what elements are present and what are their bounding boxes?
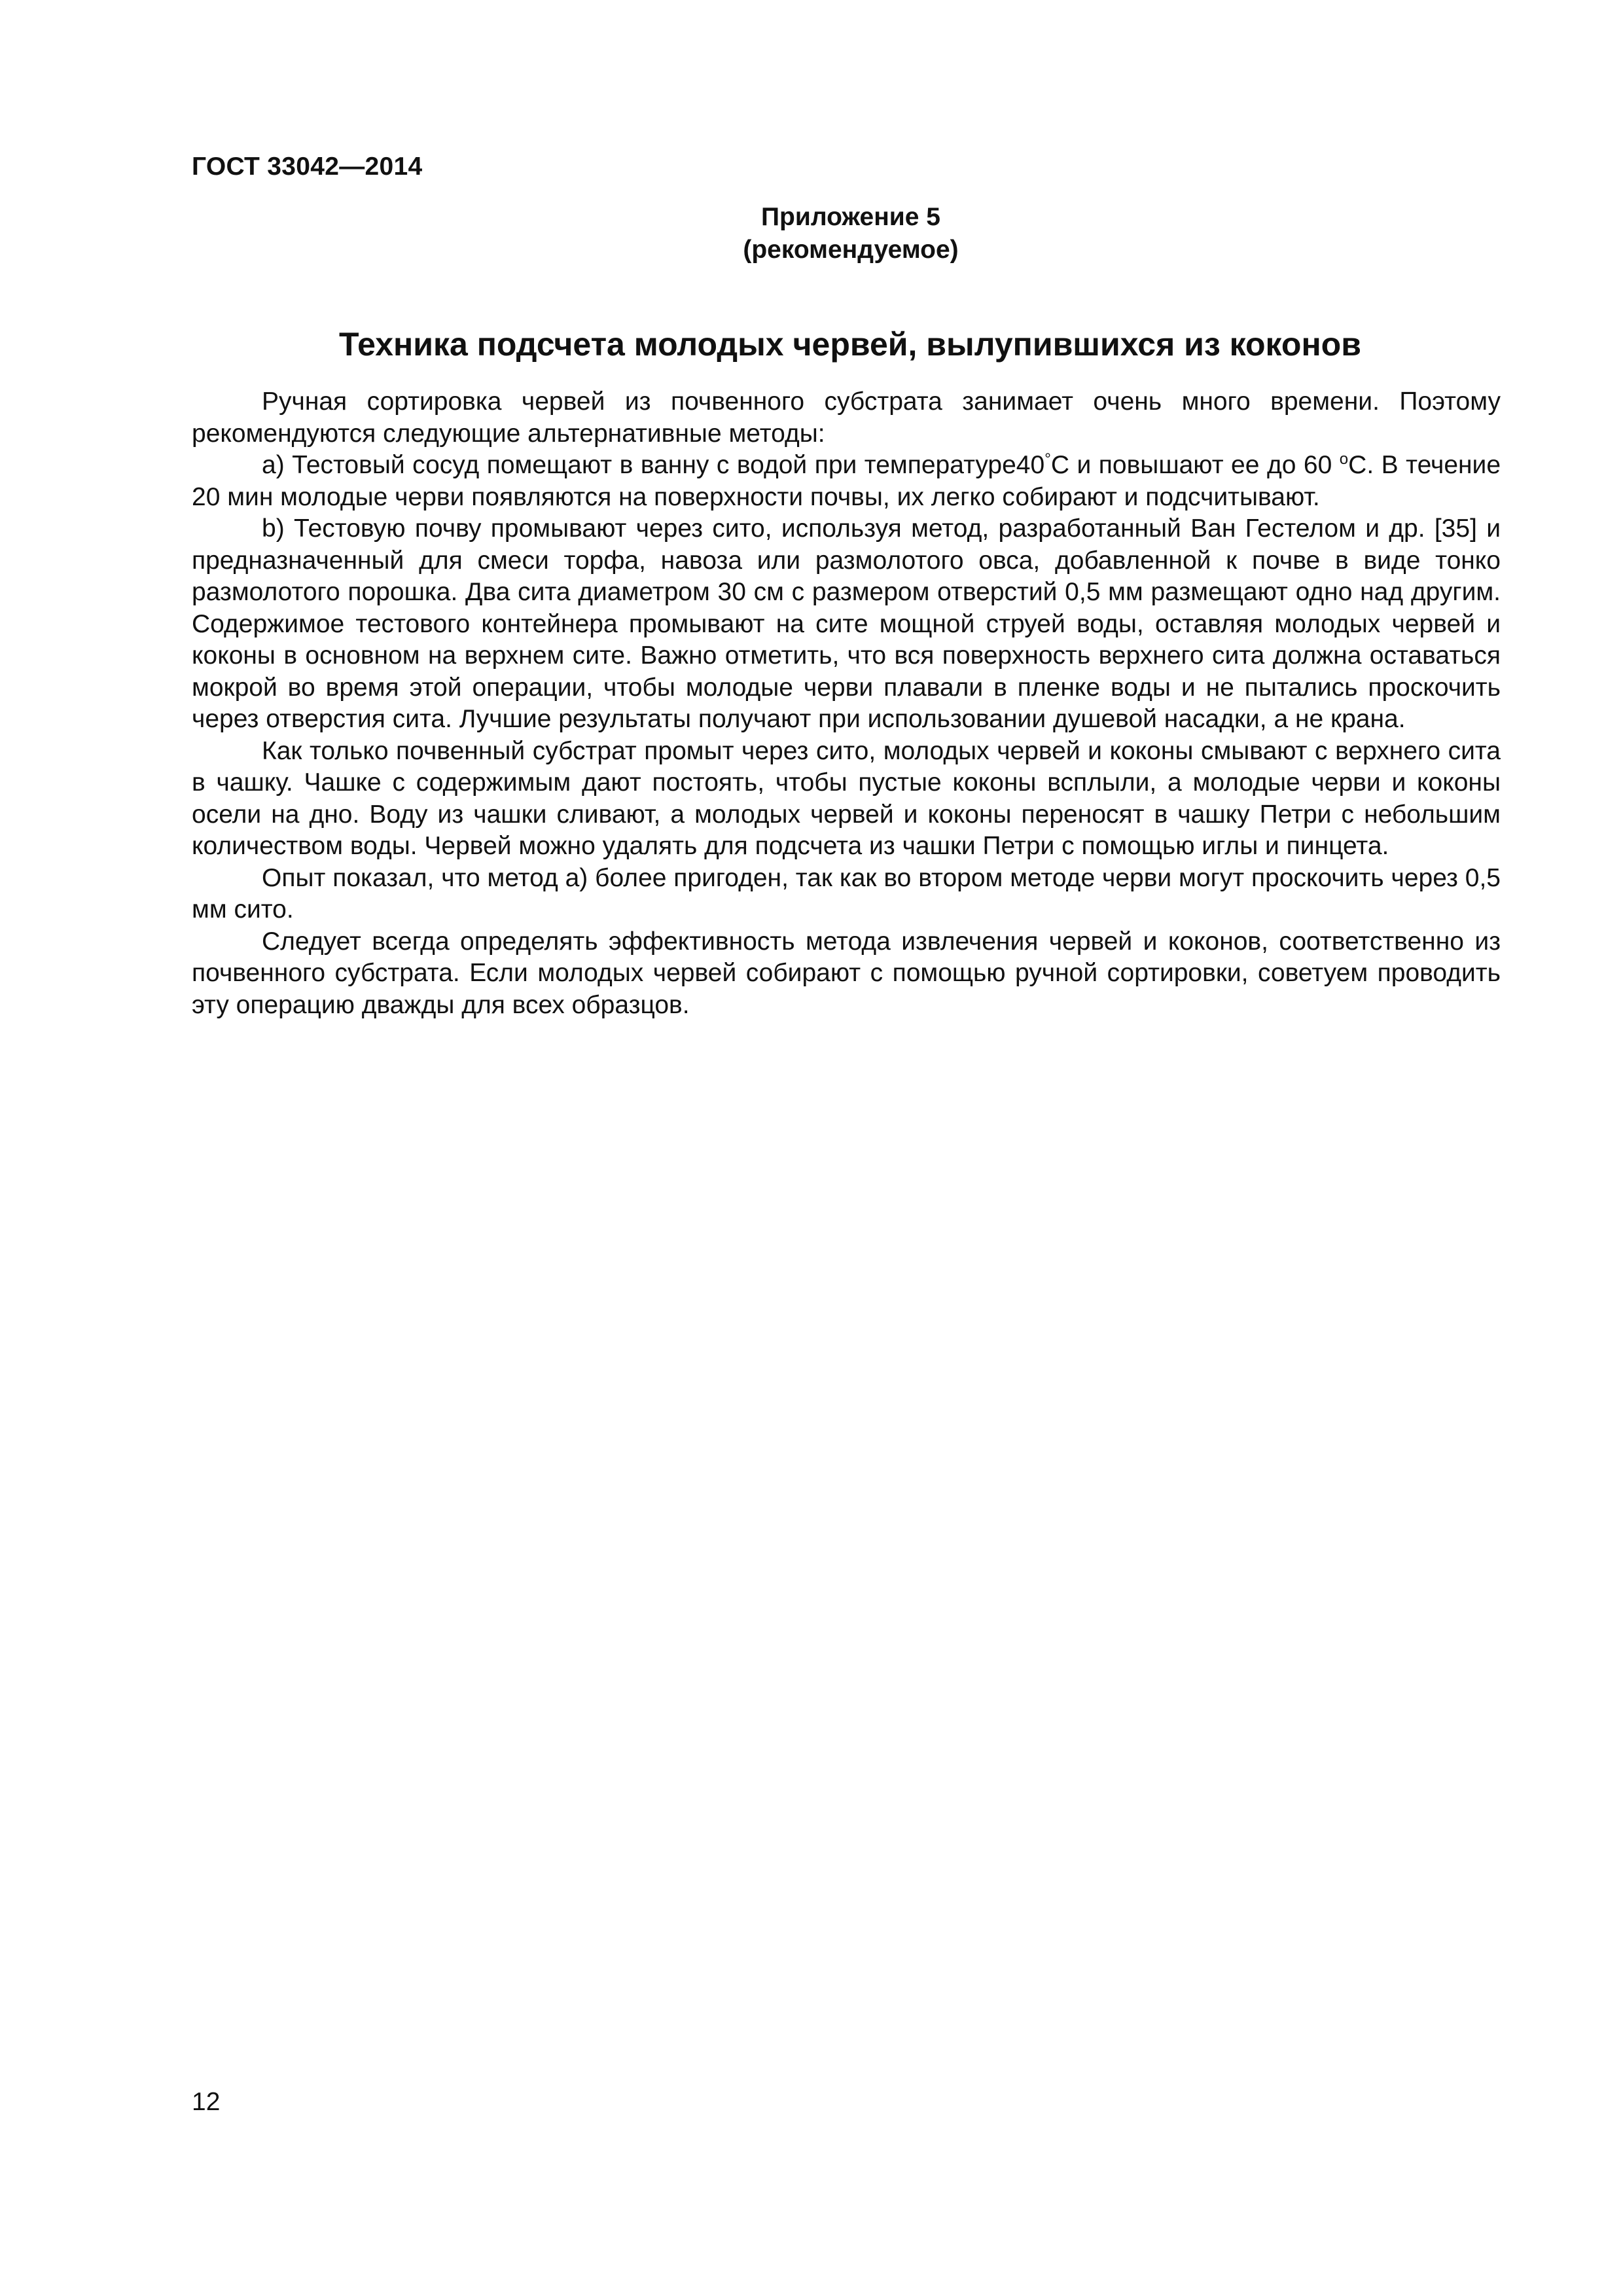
document-code: ГОСТ 33042—2014 [192,152,423,181]
paragraph-efficiency: Следует всегда определять эффективность метода извлечения червей и коконов, соответственно из почвенного субстрата. Если молодых червей собирают с помощью ручной сортировки, советуем проводить эту операцию дважды для всех образцов. [192,927,1501,1019]
paragraph-method-a [192,450,1501,513]
annex-title: Приложение 5 [761,203,940,231]
method-a-text-2: С и повышают ее до 60 [1050,451,1332,479]
method-a-text-3: С. В течение 20 мин молодые черви появляются на поверхности почвы, их легко собирают и подсчитывают. [192,451,1501,511]
paragraph-intro: Ручная сортировка червей из почвенного субстрата занимает очень много времени. Поэтому рекомендуются следующие альтернативные методы: [192,387,1501,448]
degree-sign: о [1339,450,1349,468]
paragraph-rinse: Как только почвенный субстрат промыт через сито, молодых червей и коконы смывают с верхнего сита в чашку. Чашке с содержимым дают постоять, чтобы пустые коконы всплыли, а молодые черви и коконы осели на дно. Воду из чашки сливают, а молодых червей и коконы переносят в чашку Петри с небольшим количеством воды. Червей можно удалять для подсчета из чашки Петри с помощью иглы и пинцета. [192,736,1501,860]
section-title: Техника подсчета молодых червей, вылупившихся из коконов [339,326,1361,363]
annex-heading [654,201,1047,266]
paragraph-method-b: b) Тестовую почву промывают через сито, используя метод, разработанный Ван Гестелом и др. [35] и предназначенный для смеси торфа, навоза или размолотого овса, добавленной к почве в виде тонко размолотого порошка. Два сита диаметром 30 см с размером отверстий 0,5 мм размещают одно над другим. Содержимое тестового контейнера промывают на сите мощной струей воды, оставляя молодых червей и коконы в основном на верхнем сите. Важно отметить, что вся поверхность верхнего сита должна оставаться мокрой во время этой операции, чтобы молодые черви плавали в пленке воды и не пытались проскочить через отверстия сита. Лучшие результаты получают при использовании душевой насадки, а не крана. [192,514,1501,733]
page-number: 12 [192,2088,221,2116]
degree-sign: ° [1044,450,1051,468]
annex-status: (рекомендуемое) [743,236,959,264]
method-a-text-1: а) Тестовый сосуд помещают в ванну с водой при температуре40 [262,451,1045,479]
paragraph-experience: Опыт показал, что метод а) более пригоден, так как во втором методе черви могут проскочить через 0,5 мм сито. [192,863,1501,924]
body-text [192,386,1501,1021]
